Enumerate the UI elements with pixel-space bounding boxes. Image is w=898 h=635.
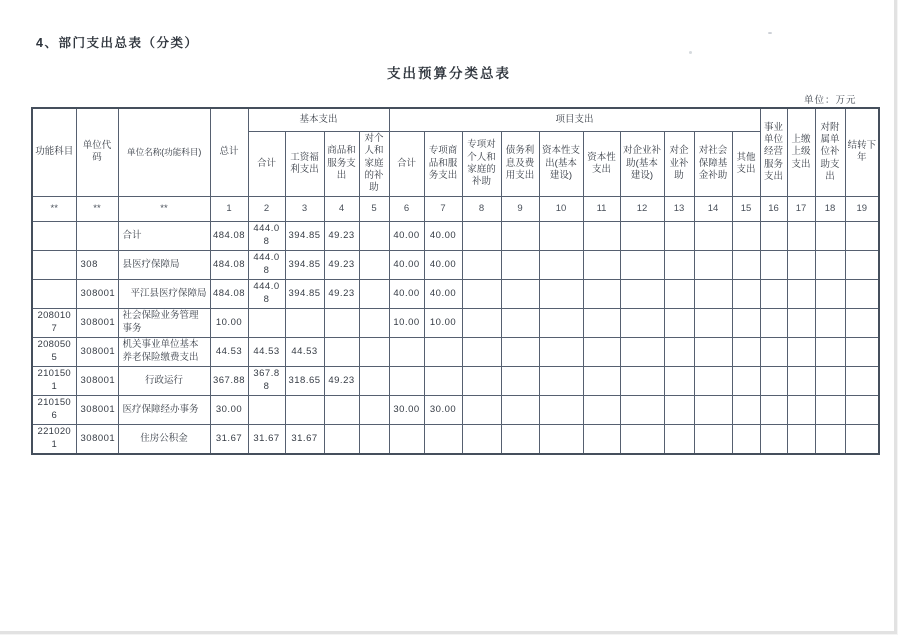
header-enterprise-subsidy-construction: 对企业补助(基本建设) (620, 132, 664, 197)
value-cell (620, 279, 664, 308)
header-subsidiary-subsidy: 对附属单位补助支出 (815, 108, 845, 196)
value-cell: 44.53 (210, 337, 248, 366)
value-cell (694, 279, 732, 308)
value-cell (694, 424, 732, 454)
value-cell (583, 337, 620, 366)
unit-name-cell: 平江县医疗保障局 (118, 279, 210, 308)
header-special-goods-services: 专项商品和服务支出 (424, 132, 462, 197)
value-cell (760, 279, 787, 308)
value-cell (815, 250, 845, 279)
value-cell (732, 308, 760, 337)
table-row (32, 221, 879, 250)
value-cell (664, 279, 694, 308)
unit-code-cell: 308 (76, 250, 118, 279)
value-cell (694, 250, 732, 279)
column-code-cell: 11 (583, 196, 620, 221)
value-cell (248, 308, 285, 337)
value-cell: 367.88 (248, 366, 285, 395)
value-cell: 484.08 (210, 221, 248, 250)
value-cell (664, 308, 694, 337)
table-row (32, 250, 879, 279)
column-code-cell: 1 (210, 196, 248, 221)
value-cell: 31.67 (285, 424, 324, 454)
value-cell: 49.23 (324, 250, 359, 279)
value-cell (620, 366, 664, 395)
value-cell (620, 424, 664, 454)
value-cell: 394.85 (285, 279, 324, 308)
value-cell (664, 366, 694, 395)
unit-code-cell: 308001 (76, 424, 118, 454)
value-cell (539, 279, 583, 308)
table-header (32, 108, 879, 196)
value-cell (694, 308, 732, 337)
value-cell (501, 424, 539, 454)
value-cell (787, 366, 815, 395)
value-cell (815, 395, 845, 424)
value-cell: 444.08 (248, 279, 285, 308)
value-cell: 40.00 (389, 279, 424, 308)
value-cell: 394.85 (285, 221, 324, 250)
column-code-cell: 7 (424, 196, 462, 221)
value-cell: 40.00 (389, 250, 424, 279)
value-cell (694, 395, 732, 424)
header-personal-family-subsidy: 对个人和家庭的补助 (359, 132, 389, 197)
value-cell: 40.00 (424, 279, 462, 308)
value-cell (760, 221, 787, 250)
column-code-cell: 12 (620, 196, 664, 221)
value-cell (462, 308, 501, 337)
value-cell (787, 279, 815, 308)
value-cell (539, 424, 583, 454)
column-code-cell: 17 (787, 196, 815, 221)
value-cell: 484.08 (210, 250, 248, 279)
header-group-row (32, 108, 879, 132)
unit-code-cell: 308001 (76, 308, 118, 337)
header-group-basic-expenditure: 基本支出 (248, 108, 389, 132)
value-cell (462, 221, 501, 250)
func-code-cell (32, 221, 76, 250)
value-cell (815, 308, 845, 337)
column-code-cell: 9 (501, 196, 539, 221)
value-cell (787, 250, 815, 279)
value-cell: 31.67 (210, 424, 248, 454)
value-cell: 30.00 (210, 395, 248, 424)
table-row (32, 424, 879, 454)
value-cell: 318.65 (285, 366, 324, 395)
value-cell (845, 308, 879, 337)
value-cell (424, 366, 462, 395)
value-cell (501, 366, 539, 395)
value-cell (787, 424, 815, 454)
value-cell (583, 250, 620, 279)
unit-label: 单位：万元 (804, 95, 857, 106)
value-cell (501, 221, 539, 250)
value-cell (462, 279, 501, 308)
header-capital-expenditure-construction: 资本性支出(基本建设) (539, 132, 583, 197)
column-code-cell: 4 (324, 196, 359, 221)
unit-name-cell: 社会保险业务管理事务 (118, 308, 210, 337)
value-cell: 367.88 (210, 366, 248, 395)
func-code-cell: 2101506 (32, 395, 76, 424)
value-cell (732, 337, 760, 366)
value-cell (583, 424, 620, 454)
value-cell: 49.23 (324, 366, 359, 395)
value-cell (359, 250, 389, 279)
table-body (32, 196, 879, 454)
value-cell (389, 424, 424, 454)
value-cell (285, 308, 324, 337)
value-cell (845, 221, 879, 250)
value-cell (732, 221, 760, 250)
column-code-cell: 2 (248, 196, 285, 221)
value-cell (732, 424, 760, 454)
header-project-subtotal: 合计 (389, 132, 424, 197)
table-row (32, 395, 879, 424)
value-cell (787, 337, 815, 366)
unit-name-cell: 县医疗保障局 (118, 250, 210, 279)
value-cell (787, 308, 815, 337)
value-cell (539, 250, 583, 279)
value-cell (732, 279, 760, 308)
value-cell (845, 366, 879, 395)
column-code-cell: 19 (845, 196, 879, 221)
value-cell (815, 221, 845, 250)
value-cell: 444.08 (248, 221, 285, 250)
header-upward-remittance: 上缴上级支出 (787, 108, 815, 196)
value-cell (760, 337, 787, 366)
header-capital-expenditure: 资本性支出 (583, 132, 620, 197)
unit-code-cell: 308001 (76, 395, 118, 424)
value-cell (583, 221, 620, 250)
value-cell (845, 395, 879, 424)
unit-code-cell: 308001 (76, 366, 118, 395)
column-code-cell: 10 (539, 196, 583, 221)
value-cell (760, 395, 787, 424)
value-cell (845, 424, 879, 454)
value-cell (732, 366, 760, 395)
value-cell: 394.85 (285, 250, 324, 279)
value-cell: 40.00 (424, 221, 462, 250)
unit-name-cell: 合计 (118, 221, 210, 250)
header-unit-name: 单位名称(功能科目) (118, 108, 210, 196)
header-other-expenditure: 其他支出 (732, 132, 760, 197)
unit-name-cell: 医疗保障经办事务 (118, 395, 210, 424)
value-cell (620, 308, 664, 337)
unit-code-cell: 308001 (76, 279, 118, 308)
table-row (32, 337, 879, 366)
value-cell (815, 337, 845, 366)
header-social-security-fund-subsidy: 对社会保障基金补助 (694, 132, 732, 197)
value-cell (359, 337, 389, 366)
section-title: 4、部门支出总表（分类） (36, 36, 199, 50)
value-cell (539, 395, 583, 424)
value-cell (845, 250, 879, 279)
value-cell: 49.23 (324, 221, 359, 250)
value-cell (732, 395, 760, 424)
column-code-cell: 16 (760, 196, 787, 221)
value-cell (583, 308, 620, 337)
value-cell (787, 221, 815, 250)
value-cell (694, 221, 732, 250)
func-code-cell: 2101501 (32, 366, 76, 395)
value-cell (359, 395, 389, 424)
value-cell (760, 424, 787, 454)
header-basic-subtotal: 合计 (248, 132, 285, 197)
value-cell (760, 366, 787, 395)
value-cell (324, 337, 359, 366)
value-cell (620, 337, 664, 366)
value-cell (620, 221, 664, 250)
value-cell: 49.23 (324, 279, 359, 308)
value-cell (845, 337, 879, 366)
scan-artifact (689, 51, 692, 54)
header-special-personal-family-subsidy: 专项对个人和家庭的补助 (462, 132, 501, 197)
func-code-cell: 2080505 (32, 337, 76, 366)
header-group-project-expenditure: 项目支出 (389, 108, 760, 132)
column-code-cell: ** (76, 196, 118, 221)
column-code-cell: 15 (732, 196, 760, 221)
value-cell (694, 366, 732, 395)
value-cell (285, 395, 324, 424)
value-cell (694, 337, 732, 366)
value-cell (501, 395, 539, 424)
value-cell (583, 366, 620, 395)
value-cell (248, 395, 285, 424)
table-row (32, 308, 879, 337)
value-cell (664, 221, 694, 250)
value-cell (359, 308, 389, 337)
column-code-cell: ** (118, 196, 210, 221)
table-row (32, 366, 879, 395)
header-carryover-next-year: 结转下年 (845, 108, 879, 196)
column-code-cell: ** (32, 196, 76, 221)
value-cell (664, 250, 694, 279)
func-code-cell: 2080107 (32, 308, 76, 337)
value-cell (424, 424, 462, 454)
value-cell (462, 395, 501, 424)
value-cell (620, 395, 664, 424)
value-cell (664, 424, 694, 454)
budget-table (31, 107, 880, 455)
value-cell: 444.08 (248, 250, 285, 279)
value-cell: 484.08 (210, 279, 248, 308)
value-cell: 30.00 (389, 395, 424, 424)
value-cell: 44.53 (248, 337, 285, 366)
value-cell (324, 308, 359, 337)
value-cell: 40.00 (424, 250, 462, 279)
value-cell (845, 279, 879, 308)
value-cell (620, 250, 664, 279)
value-cell (539, 221, 583, 250)
table-title: 支出预算分类总表 (387, 66, 511, 81)
unit-code-cell: 308001 (76, 337, 118, 366)
value-cell (539, 337, 583, 366)
header-wages-welfare: 工资福利支出 (285, 132, 324, 197)
value-cell (501, 308, 539, 337)
value-cell (359, 366, 389, 395)
value-cell (389, 337, 424, 366)
table-row (32, 279, 879, 308)
func-code-cell: 2210201 (32, 424, 76, 454)
column-code-cell: 5 (359, 196, 389, 221)
header-grand-total: 总计 (210, 108, 248, 196)
value-cell (359, 279, 389, 308)
unit-name-cell: 机关事业单位基本养老保险缴费支出 (118, 337, 210, 366)
value-cell (815, 366, 845, 395)
column-code-cell: 6 (389, 196, 424, 221)
value-cell (462, 424, 501, 454)
value-cell (815, 424, 845, 454)
value-cell (787, 395, 815, 424)
value-cell: 10.00 (424, 308, 462, 337)
value-cell (359, 221, 389, 250)
value-cell (539, 366, 583, 395)
value-cell: 44.53 (285, 337, 324, 366)
value-cell (664, 337, 694, 366)
value-cell (324, 395, 359, 424)
column-code-cell: 13 (664, 196, 694, 221)
value-cell (424, 337, 462, 366)
value-cell: 31.67 (248, 424, 285, 454)
column-code-cell: 8 (462, 196, 501, 221)
func-code-cell (32, 250, 76, 279)
value-cell (760, 308, 787, 337)
value-cell (732, 250, 760, 279)
scan-artifact (768, 32, 772, 34)
value-cell (359, 424, 389, 454)
value-cell (324, 424, 359, 454)
column-code-row (32, 196, 879, 221)
value-cell: 10.00 (389, 308, 424, 337)
unit-name-cell: 行政运行 (118, 366, 210, 395)
value-cell (501, 337, 539, 366)
unit-name-cell: 住房公积金 (118, 424, 210, 454)
value-cell (501, 279, 539, 308)
value-cell (462, 250, 501, 279)
value-cell (664, 395, 694, 424)
value-cell: 30.00 (424, 395, 462, 424)
value-cell (583, 395, 620, 424)
unit-code-cell (76, 221, 118, 250)
value-cell (760, 250, 787, 279)
header-goods-services: 商品和服务支出 (324, 132, 359, 197)
header-operating-service-expenditure: 事业单位经营服务支出 (760, 108, 787, 196)
column-code-cell: 18 (815, 196, 845, 221)
header-unit-code: 单位代码 (76, 108, 118, 196)
header-func-code: 功能科目 (32, 108, 76, 196)
value-cell (389, 366, 424, 395)
value-cell: 40.00 (389, 221, 424, 250)
value-cell (462, 337, 501, 366)
value-cell (501, 250, 539, 279)
column-code-cell: 3 (285, 196, 324, 221)
value-cell (815, 279, 845, 308)
value-cell (539, 308, 583, 337)
func-code-cell (32, 279, 76, 308)
header-enterprise-subsidy: 对企业补助 (664, 132, 694, 197)
value-cell: 10.00 (210, 308, 248, 337)
value-cell (462, 366, 501, 395)
column-code-cell: 14 (694, 196, 732, 221)
value-cell (583, 279, 620, 308)
header-debt-interest-fees: 债务利息及费用支出 (501, 132, 539, 197)
